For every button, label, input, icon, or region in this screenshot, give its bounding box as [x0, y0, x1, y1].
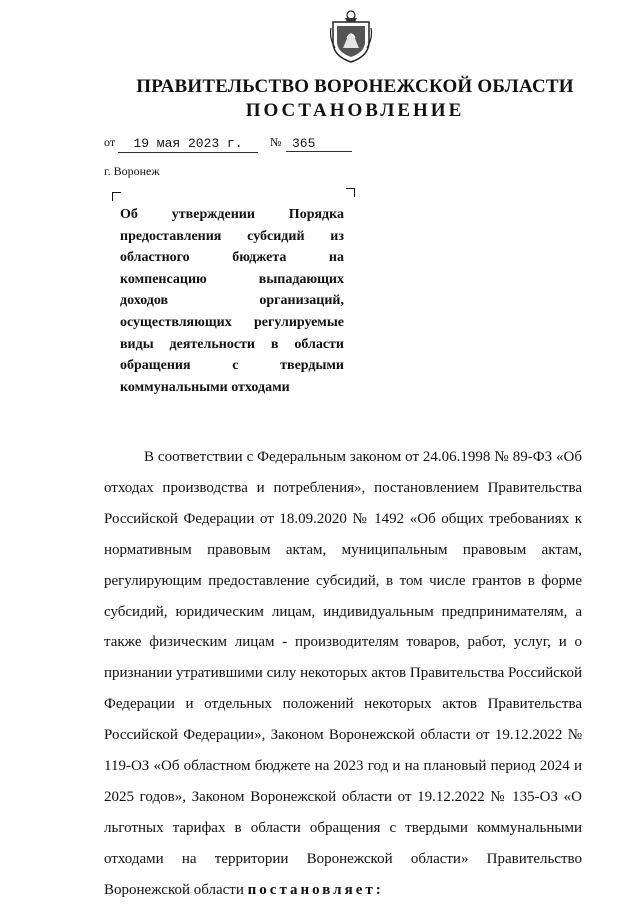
document-subject: Об утверждении Порядка предоставления субсидий из областного бюджета на компенсацию выпадающих доходов организаций, осуществляющих регулируемые виды деятельности в области обращения с твердыми коммунальными отходами — [120, 207, 344, 395]
document-type: ПОСТАНОВЛЕНИЕ — [245, 100, 465, 121]
preamble-paragraph — [104, 442, 582, 906]
coat-of-arms-icon — [329, 8, 373, 64]
preamble-text: В соответствии с Федеральным законом от 24.06.1998 № 89-ФЗ «Об отходах производства и потребления», постановлением Правительства Российской Федерации от 18.09.2020 № 1492 «Об общих требованиях к нормативным правовым актам, муниципальным правовым актам, регулирующим предоставление субсидий, в том числе грантов в форме субсидий, юридическим лицам, индивидуальным предпринимателям, а также физическим лицам - производителям товаров, работ, услуг, и о признании утратившими силу некоторых актов Правительства Российской Федерации и отдельных положений некоторых актов Правительства Российской Федерации», Законом Воронежской области от 19.12.2022 № 119-ОЗ «Об областном бюджете на 2023 год и на плановый период 2024 и 2025 годов», Законом Воронежской области от 19.12.2022 № 135-ОЗ «О льготных тарифах в области обращения с твердыми коммунальными отходами на территории Воронежской области» Правительство Воронежской области — [104, 449, 582, 898]
subject-corner-right — [346, 188, 355, 197]
subject-corner-left — [112, 192, 121, 201]
city: г. Воронеж — [104, 164, 160, 178]
document-date: 19 мая 2023 г. — [118, 136, 258, 153]
organization-title: ПРАВИТЕЛЬСТВО ВОРОНЕЖСКОЙ ОБЛАСТИ — [136, 76, 574, 97]
number-prefix: № — [270, 135, 282, 149]
decree-word: постановляет: — [247, 881, 384, 898]
document-number: 365 — [286, 136, 352, 152]
date-prefix: от — [104, 135, 116, 149]
